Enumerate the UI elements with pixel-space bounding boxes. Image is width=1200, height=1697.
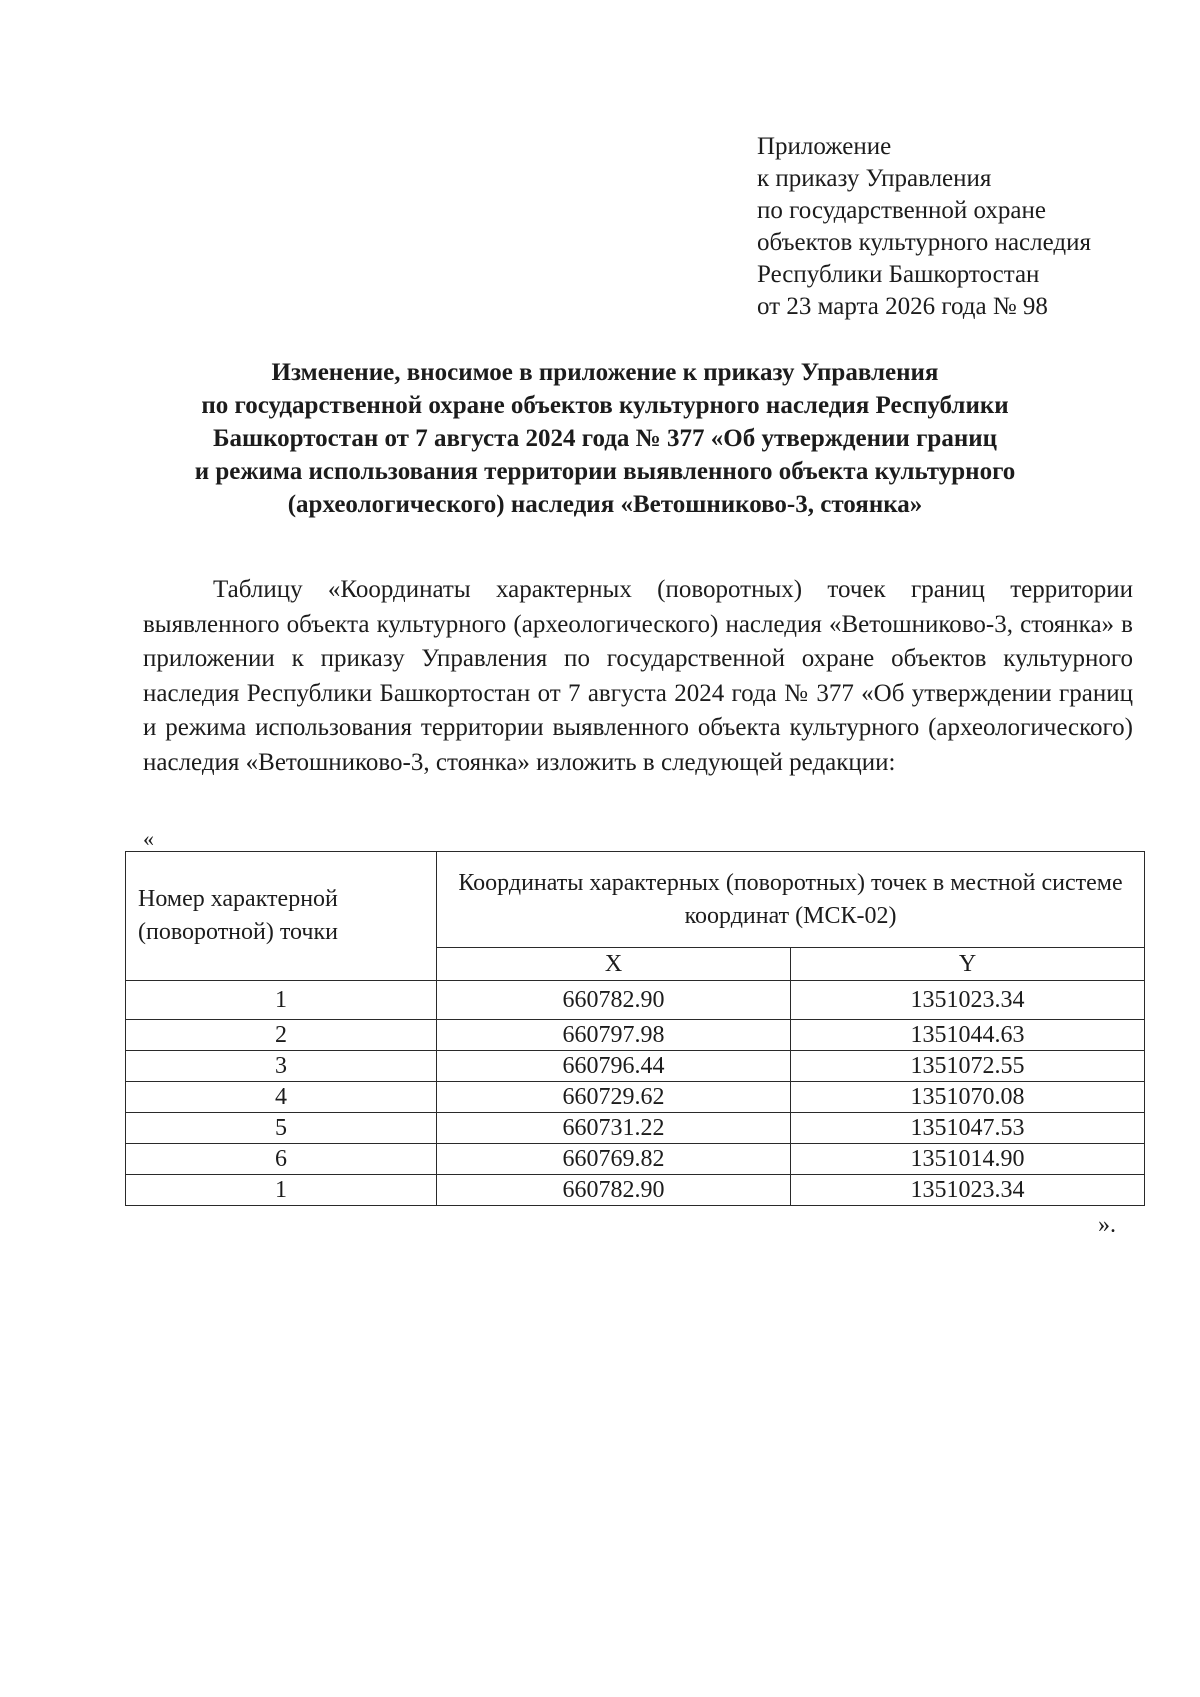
title-line: и режима использования территории выявленного объекта культурного: [194, 458, 1016, 485]
point-number-cell: 2: [126, 1020, 437, 1051]
appendix-line: от 23 марта 2026 года № 98: [757, 293, 1048, 320]
table-row: [126, 1051, 1145, 1082]
coordinates-table: [125, 851, 1145, 1206]
x-cell: 660731.22: [437, 1113, 791, 1144]
table-row: [126, 1113, 1145, 1144]
point-number-cell: 4: [126, 1082, 437, 1113]
appendix-line: объектов культурного наследия: [757, 229, 1091, 256]
title-line: Башкортостан от 7 августа 2024 года № 377 «Об утверждении границ: [212, 425, 998, 452]
title-line: (археологического) наследия «Ветошниково-3, стоянка»: [287, 491, 923, 518]
appendix-line: Республики Башкортостан: [757, 261, 1040, 288]
y-cell: 1351023.34: [791, 981, 1145, 1020]
y-cell: 1351072.55: [791, 1051, 1145, 1082]
closing-quote: ».: [1098, 1212, 1116, 1238]
x-cell: 660782.90: [437, 1175, 791, 1206]
table-row: [126, 1020, 1145, 1051]
appendix-block: [757, 131, 1091, 323]
opening-quote: «: [143, 826, 154, 851]
x-cell: 660729.62: [437, 1082, 791, 1113]
title-line: Изменение, вносимое в приложение к приказу Управления: [271, 359, 939, 386]
appendix-line: к приказу Управления: [757, 165, 992, 192]
point-number-cell: 6: [126, 1144, 437, 1175]
y-cell: 1351047.53: [791, 1113, 1145, 1144]
table-row: [126, 981, 1145, 1020]
x-cell: 660796.44: [437, 1051, 791, 1082]
document-title: [130, 356, 1080, 521]
point-number-cell: 5: [126, 1113, 437, 1144]
point-number-cell: 1: [126, 981, 437, 1020]
table-row: [126, 1082, 1145, 1113]
y-cell: 1351070.08: [791, 1082, 1145, 1113]
header-y: Y: [791, 948, 1145, 981]
y-cell: 1351023.34: [791, 1175, 1145, 1206]
point-number-cell: 3: [126, 1051, 437, 1082]
title-line: по государственной охране объектов культурного наследия Республики: [201, 392, 1009, 419]
y-cell: 1351014.90: [791, 1144, 1145, 1175]
x-cell: 660782.90: [437, 981, 791, 1020]
header-point-number: Номер характерной (поворотной) точки: [126, 852, 437, 981]
table-row: [126, 1175, 1145, 1206]
appendix-line: Приложение: [757, 133, 892, 160]
x-cell: 660769.82: [437, 1144, 791, 1175]
table-header-row: [126, 852, 1145, 948]
appendix-line: по государственной охране: [757, 197, 1047, 224]
header-coordinates: Координаты характерных (поворотных) точек в местной системе координат (МСК-02): [437, 852, 1145, 948]
body-paragraph: Таблицу «Координаты характерных (поворотных) точек границ территории выявленного объекта культурного (археологического) наследия «Ветошниково-3, стоянка» в приложении к приказу Управления по государственной охране объектов культурного наследия Республики Башкортостан от 7 августа 2024 года № 377 «Об утверждении границ и режима использования территории выявленного объекта культурного (археологического) наследия «Ветошниково-3, стоянка» изложить в следующей редакции:: [143, 576, 1133, 776]
x-cell: 660797.98: [437, 1020, 791, 1051]
point-number-cell: 1: [126, 1175, 437, 1206]
table-row: [126, 1144, 1145, 1175]
y-cell: 1351044.63: [791, 1020, 1145, 1051]
header-x: X: [437, 948, 791, 981]
